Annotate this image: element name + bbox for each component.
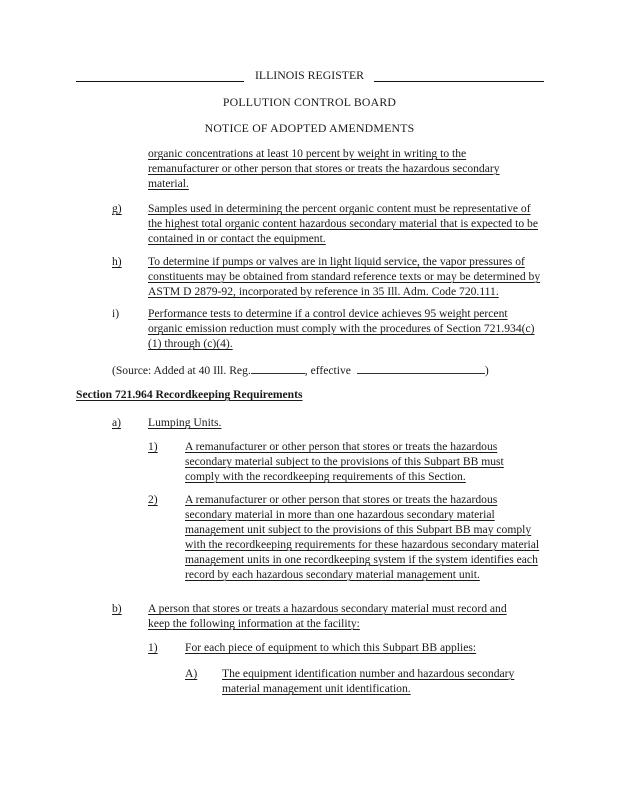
board-title: POLLUTION CONTROL BOARD: [222, 95, 397, 109]
subsection-b1A-label: A): [185, 667, 198, 680]
source-line: [112, 362, 542, 378]
register-title: ILLINOIS REGISTER: [254, 68, 365, 82]
item-h-text: To determine if pumps or valves are in light liquid service, the vapor pressures of constituents may be obtained from standard reference texts or may be determined by ASTM D 2879-92, incorporated by reference in 35 Ill. Adm. Code 720.111.: [148, 255, 541, 298]
notice-title: NOTICE OF ADOPTED AMENDMENTS: [204, 121, 415, 135]
source-effective: , effective: [304, 364, 351, 377]
continuation-paragraph: organic concentrations at least 10 percent by weight in writing to the remanufacturer or other person that stores or treats the hazardous secondary material.: [148, 147, 500, 190]
item-h-label: h): [112, 255, 122, 268]
subsection-a1-text: A remanufacturer or other person that stores or treats the hazardous secondary material subject to the provisions of this Subpart BB must comply with the recordkeeping requirements of this Section.: [185, 440, 504, 483]
header-rule-right: [374, 81, 544, 82]
subsection-b1-text: For each piece of equipment to which this Subpart BB applies:: [185, 641, 477, 654]
item-i-text: Performance tests to determine if a control device achieves 95 weight percent organic emission reduction must comply with the procedures of Section 721.934(c)(1) through (c)(4).: [148, 307, 535, 350]
source-effective-blank: [357, 362, 485, 374]
subsection-a-heading: Lumping Units.: [148, 416, 222, 429]
subsection-a1-label: 1): [148, 440, 158, 453]
subsection-b-text: A person that stores or treats a hazardous secondary material must record and keep the following information at the facility:: [148, 602, 507, 630]
source-prefix: (Source: Added at 40 Ill. Reg.: [112, 364, 251, 377]
source-register-blank: [251, 362, 305, 374]
item-g-label: g): [112, 202, 122, 215]
subsection-a2-text: A remanufacturer or other person that stores or treats the hazardous secondary material in more than one hazardous secondary material management unit subject to the provisions of this Subpart BB may comply with the recordkeeping requirements for these hazardous secondary material management units in one recordkeeping system if the system identifies each record by each hazardous secondary material management unit.: [185, 493, 540, 581]
subsection-a2-label: 2): [148, 493, 158, 506]
subsection-b1A-text: The equipment identification number and hazardous secondary material management unit identification.: [222, 667, 515, 695]
item-g-text: Samples used in determining the percent organic content must be representative of the highest total organic content hazardous secondary material that is expected to be contained in or contact the equipment.: [148, 202, 538, 245]
section-heading: Section 721.964 Recordkeeping Requirements: [76, 388, 303, 401]
subsection-b1-label: 1): [148, 641, 158, 654]
item-i-label: i): [112, 307, 120, 320]
subsection-b-label: b): [112, 602, 122, 615]
source-close: ): [484, 364, 489, 377]
subsection-a-label: a): [112, 416, 122, 429]
